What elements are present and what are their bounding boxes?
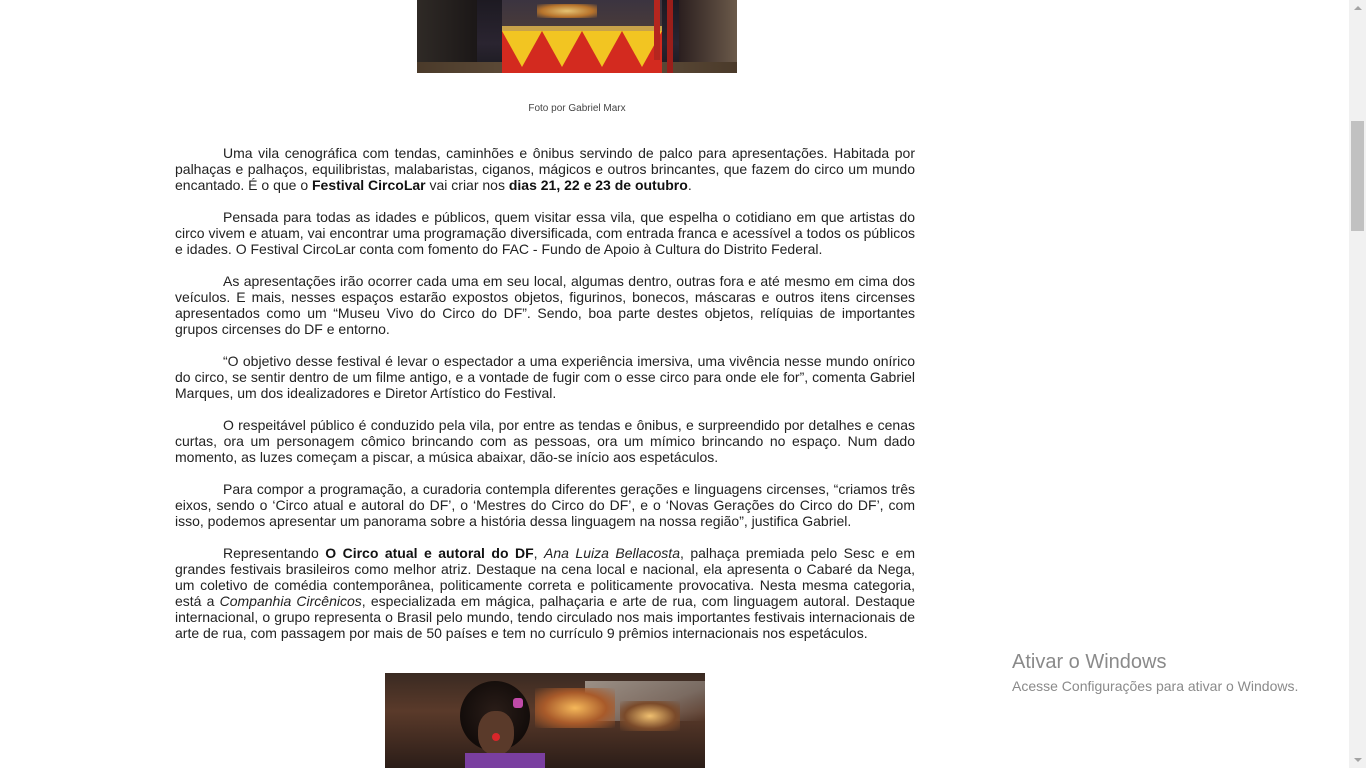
watermark-subtitle: Acesse Configurações para ativar o Windows. [1012,678,1299,694]
photo-caption: Foto por Gabriel Marx [528,103,626,114]
paragraph-text: Uma vila cenográfica com tendas, caminhões e ônibus servindo de palco para apresentações. Habitada por palhaças e palhaços, equilibristas, malabaristas, ciganos, mágicos e outros brincantes, que fazem do circo um mundo encantado. É o que o [175,145,915,193]
bold-text: O Circo atual e autoral do DF [325,545,534,561]
bold-text: Festival CircoLar [312,177,426,193]
paragraph-text: . [687,177,692,193]
paragraph-text: “O objetivo desse festival é levar o espectador a uma experiência imersiva, uma vivência nesse mundo onírico do circo, se sentir dentro de um filme antigo, e a vontade de fugir com o esse circo para onde ele for”, comenta Gabriel Marques, um dos idealizadores e Diretor Artístico do Festival. [175,353,915,401]
windows-activation-watermark [1012,650,1298,696]
paragraph-text: , [533,545,545,561]
article-paragraph [175,209,915,257]
paragraph-text: Pensada para todas as idades e públicos, quem visitar essa vila, que espelha o cotidiano em que artistas do circo vivem e atuam, vai encontrar uma programação diversificada, com entrada franca e acessível a todos os públicos e idades. O Festival CircoLar conta com fomento do FAC - Fundo de Apoio à Cultura do Distrito Federal. [175,209,915,257]
article-paragraph [175,145,915,193]
paragraph-text: Para compor a programação, a curadoria contempla diferentes gerações e linguagens circenses, “criamos três eixos, sendo o ‘Circo atual e autoral do DF’, o ‘Mestres do Circo do DF’, e o ‘Novas Gerações do Circo do DF’, com isso, podemos apresentar um panorama sobre a história dessa linguagem na nossa região”, justifica Gabriel. [175,481,915,529]
paragraph-text: vai criar nos [425,177,509,193]
article-paragraph [175,481,915,529]
article-paragraph [175,273,915,337]
paragraph-text: Representando [223,545,326,561]
article-paragraph [175,417,915,465]
vertical-scrollbar[interactable] [1349,0,1366,768]
paragraph-text: , especializada em mágica, palhaçaria e arte de rua, com linguagem autoral. Destaque internacional, o grupo representa o Brasil pelo mundo, tendo circulado nos mais importantes festivais internacionais de arte de rua, com passagem por mais de 50 países e tem no currículo 9 prêmios internacionais nos espetáculos. [175,593,916,641]
bold-text: dias 21, 22 e 23 de outubro [508,177,688,193]
paragraph-text: O respeitável público é conduzido pela vila, por entre as tendas e ônibus, e surpreendido por detalhes e cenas curtas, ora um personagem cômico brincando com as pessoas, ora um mímico brincando no espaço. Num dado momento, as luzes começam a piscar, a música abaixar, dão-se início aos espetáculos. [175,417,915,465]
scrollbar-thumb[interactable] [1351,121,1364,231]
watermark-title: Ativar o Windows [1012,651,1167,673]
article-paragraph [175,353,915,401]
scroll-up-arrow-icon[interactable] [1349,0,1366,17]
article-paragraph [175,545,915,641]
article-body [175,145,915,657]
clown-photo [385,673,705,768]
italic-text: Ana Luiza Bellacosta [544,545,680,561]
paragraph-text: , palhaça premiada pelo Sesc e em grandes festivais brasileiros como melhor atriz. Destaque na cena local e nacional, ela apresenta o Cabaré da Nega, um coletivo de comédia contemporânea, politicamente correta e politicamente provocativa. Nesta mesma categoria, está a [175,545,915,609]
circus-tent-photo [417,0,737,73]
tent-skirt-pattern [502,31,662,73]
italic-text: Companhia Circênicos [219,593,362,609]
scroll-down-arrow-icon[interactable] [1349,751,1366,768]
paragraph-text: As apresentações irão ocorrer cada uma em seu local, algumas dentro, outras fora e até mesmo em cima dos veículos. E mais, nesses espaços estarão expostos objetos, figurinos, bonecos, máscaras e outros itens circenses apresentados como um “Museu Vivo do Circo do DF”. Sendo, boa parte destes objetos, relíquias de importantes grupos circenses do DF e entorno. [175,273,915,337]
